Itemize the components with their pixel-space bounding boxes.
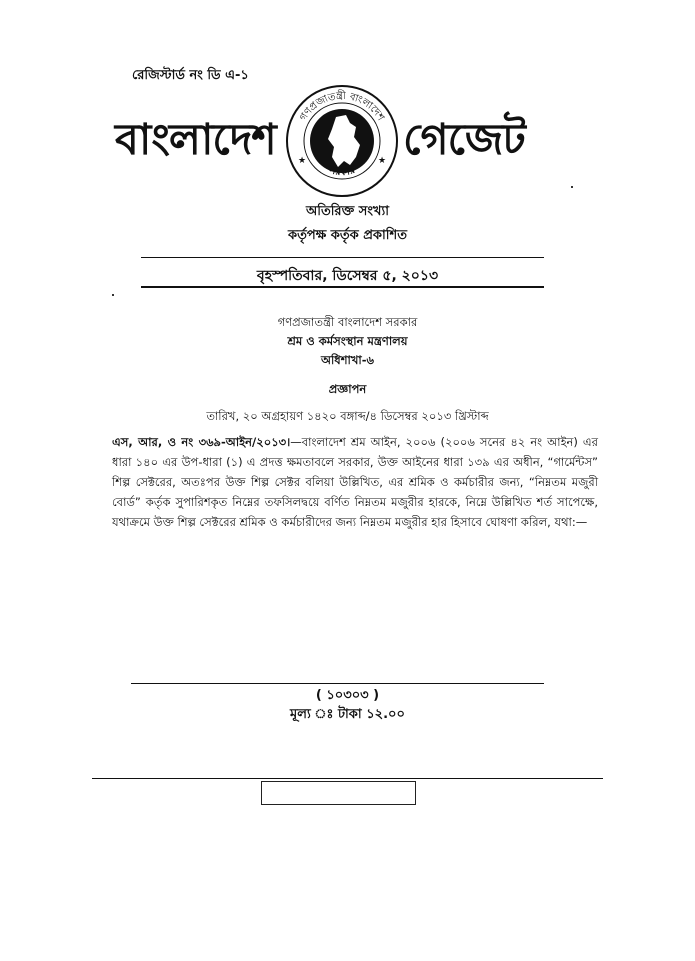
gazette-date: বৃহস্পতিবার, ডিসেম্বর ৫, ২০১৩ — [256, 268, 439, 284]
notification-date: তারিখ, ২০ অগ্রহায়ণ ১৪২০ বঙ্গাব্দ/৪ ডিসেম্বর ২০১৩ খ্রিস্টাব্দ — [206, 409, 489, 423]
seal-bottom-text: সরকার — [327, 164, 357, 179]
svg-text:★: ★ — [378, 156, 387, 166]
seal-top-text: গণপ্রজাতন্ত্রী বাংলাদেশ — [298, 90, 386, 123]
branch-name: অধিশাখা-৬ — [321, 353, 374, 367]
ministry-name: শ্রম ও কর্মসংস্থান মন্ত্রণালয় — [287, 334, 408, 348]
published-by-authority: কর্তৃপক্ষ কর্তৃক প্রকাশিত — [288, 228, 407, 243]
notification-body — [112, 432, 598, 532]
notification-text: —বাংলাদেশ শ্রম আইন, ২০০৬ (২০০৬ সনের ৪২ নং আইন) এর ধারা ১৪০ এর উপ-ধারা (১) এ প্রদত্ত ক্ষমতাবলে সরকার, উক্ত আইনের ধারা ১৩৯ এর অধীন, “গার্মেন্টস” শিল্প সেক্টরের, অতঃপর উক্ত শিল্প সেক্টর বলিয়া উল্লিখিত, এর শ্রমিক ও কর্মচারীর জন্য, “নিম্নতম মজুরী বোর্ড” কর্তৃক সুপারিশকৃত নিম্নের তফসিলদ্বয়ে বর্ণিত নিম্নতম মজুরীর হারকে, নিম্নে উল্লিখিত শর্ত সাপেক্ষে, যথাক্রমে উক্ত শিল্প সেক্টরের শ্রমিক ও কর্মচারীদের জন্য নিম্নতম মজুরীর হার হিসাবে ঘোষণা করিল, যথা:— — [112, 435, 599, 529]
svg-text:★: ★ — [298, 156, 307, 166]
price-label: মূল্য ঃ টাকা ১২.০০ — [290, 707, 405, 722]
blank-box — [261, 781, 416, 805]
scan-speck — [112, 294, 114, 296]
date-top-rule — [141, 257, 544, 258]
gazette-title-left: বাংলাদেশ — [115, 115, 276, 165]
bottom-rule — [92, 778, 603, 779]
notification-heading: প্রজ্ঞাপন — [328, 382, 367, 396]
date-bottom-rule — [141, 286, 544, 288]
footer-rule — [131, 683, 544, 684]
page-number: ( ১০৩০৩ ) — [315, 688, 380, 703]
extra-issue-label: অতিরিক্ত সংখ্যা — [305, 204, 390, 219]
sro-reference: এস, আর, ও নং ৩৬৯-আইন/২০১৩। — [112, 435, 291, 449]
government-name: গণপ্রজাতন্ত্রী বাংলাদেশ সরকার — [277, 315, 418, 329]
gazette-title-right: গেজেট — [403, 115, 525, 165]
government-seal-icon — [284, 83, 400, 199]
registration-number: রেজিস্টার্ড নং ডি এ-১ — [132, 68, 249, 83]
scan-speck — [571, 186, 573, 188]
